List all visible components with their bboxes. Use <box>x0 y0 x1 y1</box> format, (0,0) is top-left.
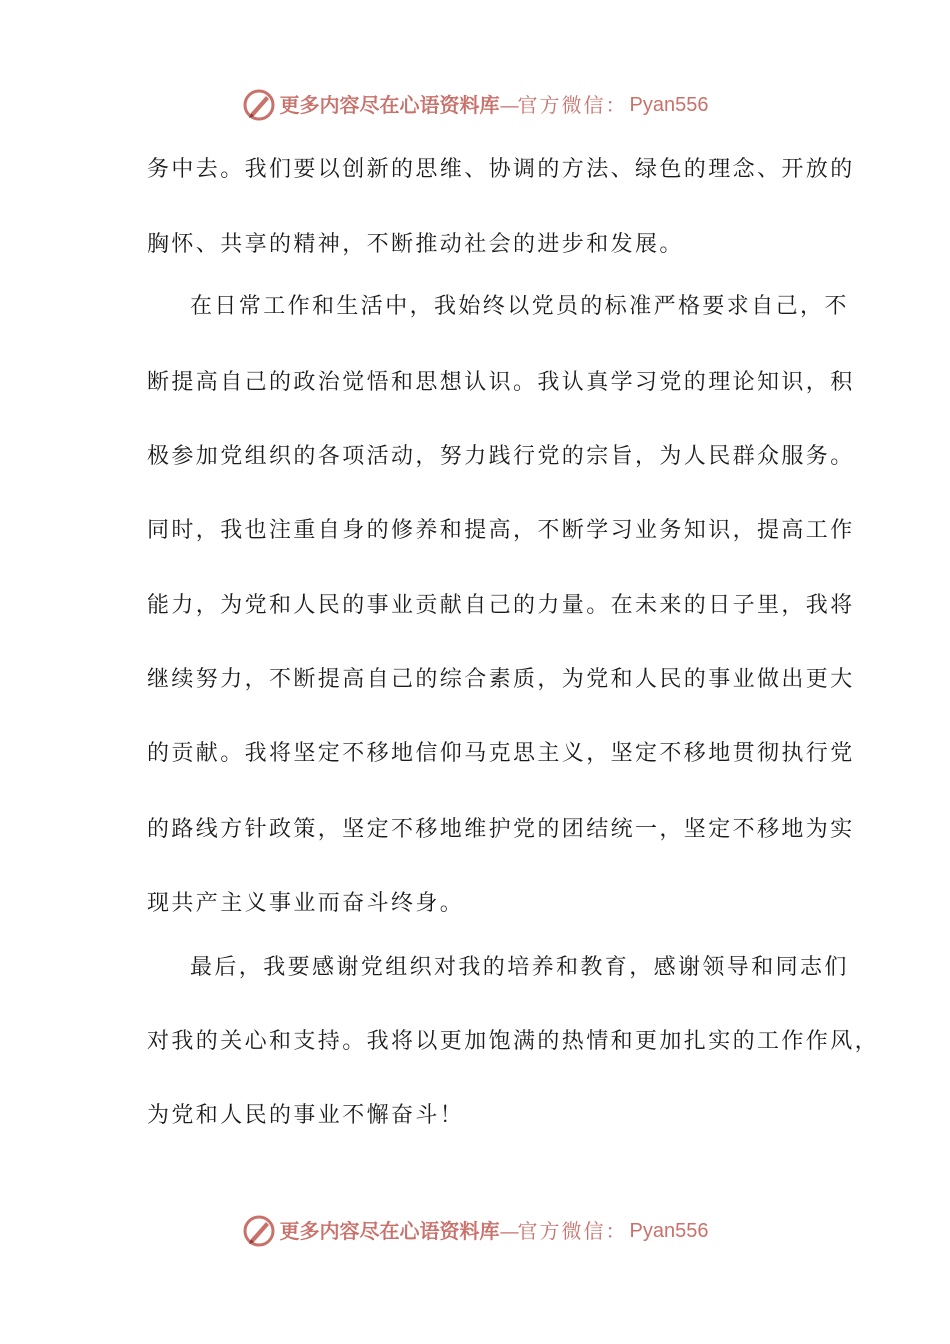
footer-banner <box>0 1214 950 1248</box>
body-line: 的路线方针政策，坚定不移地维护党的团结统一，坚定不移地为实 <box>147 817 855 842</box>
body-line: 继续努力，不断提高自己的综合素质，为党和人民的事业做出更大 <box>147 667 855 692</box>
body-line: 现共产主义事业而奋斗终身。 <box>147 891 465 916</box>
header-wechat-id: Pyan556 <box>629 94 709 116</box>
body-line: 在日常工作和生活中，我始终以党员的标准严格要求自己，不 <box>190 294 849 319</box>
body-line: 同时，我也注重自身的修养和提高，不断学习业务知识，提高工作 <box>147 518 855 543</box>
footer-dash: — <box>499 1219 518 1243</box>
header-brand: 更多内容尽在心语资料库 <box>279 93 500 117</box>
body-line: 的贡献。我将坚定不移地信仰马克思主义，坚定不移地贯彻执行党 <box>147 741 855 766</box>
pen-logo-icon <box>242 1214 276 1248</box>
footer-wechat-id: Pyan556 <box>629 1220 709 1242</box>
body-line: 能力，为党和人民的事业贡献自己的力量。在未来的日子里，我将 <box>147 593 855 618</box>
body-line: 极参加党组织的各项活动，努力践行党的宗旨，为人民群众服务。 <box>147 444 855 469</box>
header-wechat-label: 官方微信： <box>517 93 628 117</box>
footer-wechat-label: 官方微信： <box>517 1219 628 1243</box>
body-line: 胸怀、共享的精神，不断推动社会的进步和发展。 <box>147 232 684 257</box>
body-line: 对我的关心和支持。我将以更加饱满的热情和更加扎实的工作作风， <box>147 1029 880 1054</box>
body-line: 最后，我要感谢党组织对我的培养和教育，感谢领导和同志们 <box>190 955 849 980</box>
header-dash: — <box>499 93 518 117</box>
header-banner <box>0 88 950 122</box>
pen-logo-icon <box>242 88 276 122</box>
body-line: 为党和人民的事业不懈奋斗！ <box>147 1103 465 1128</box>
body-line: 断提高自己的政治觉悟和思想认识。我认真学习党的理论知识，积 <box>147 370 855 395</box>
body-line: 务中去。我们要以创新的思维、协调的方法、绿色的理念、开放的 <box>147 157 855 182</box>
footer-brand: 更多内容尽在心语资料库 <box>279 1219 500 1243</box>
